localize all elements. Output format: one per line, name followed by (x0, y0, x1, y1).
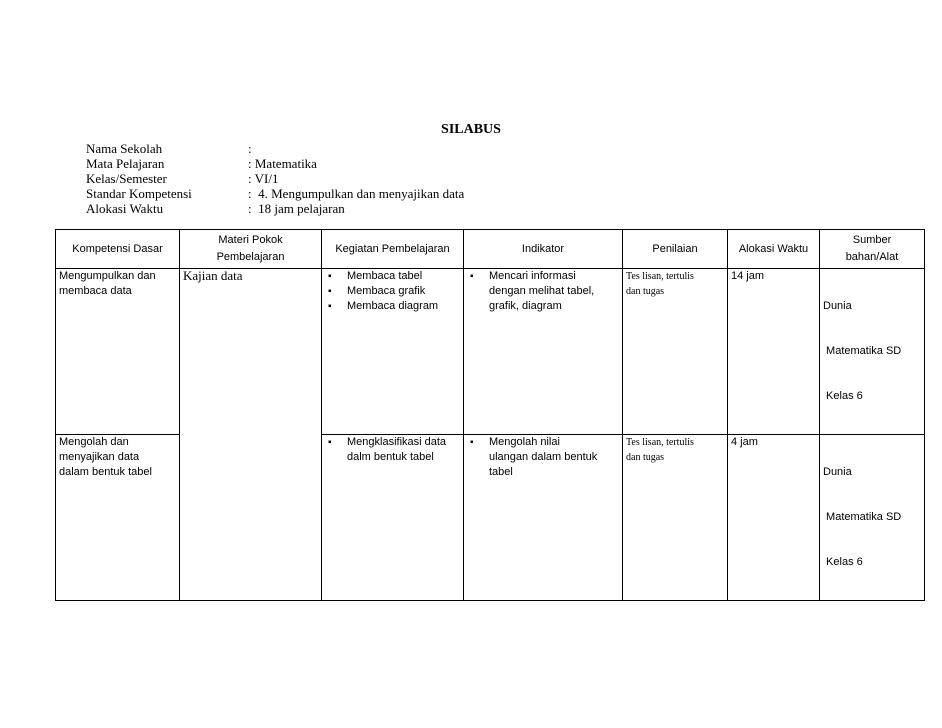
info-row-mata-pelajaran (86, 156, 464, 171)
header-materi-pokok (180, 230, 322, 269)
header-sumber-line2: bahan/Alat (845, 251, 899, 263)
header-alokasi-waktu: Alokasi Waktu (728, 230, 820, 269)
cell-penilaian (623, 269, 728, 435)
cell-alokasi: 14 jam (728, 269, 820, 435)
syllabus-table (55, 229, 925, 601)
cell-materi (180, 435, 322, 601)
cell-penilaian (623, 435, 728, 601)
cell-indikator (464, 269, 623, 435)
info-value: : 4. Mengumpulkan dan menyajikan data (248, 186, 465, 201)
cell-line: membaca data (59, 285, 132, 297)
table-row (56, 269, 925, 435)
cell-line: Mengolah dan (59, 436, 129, 448)
info-value: : (248, 141, 252, 156)
info-row-kelas-semester (86, 171, 464, 186)
cell-kompetensi (56, 269, 180, 435)
info-value: : Matematika (248, 156, 317, 171)
table-row (56, 435, 925, 601)
school-info (86, 141, 464, 216)
cell-alokasi: 4 jam (728, 435, 820, 601)
cell-kegiatan (322, 435, 464, 601)
header-materi-line1: Materi Pokok (218, 234, 283, 246)
info-row-alokasi-waktu (86, 201, 464, 216)
cell-line: Matematika SD (823, 345, 902, 357)
cell-line: Tes lisan, tertulis (626, 271, 694, 282)
table-header-row (56, 230, 925, 269)
cell-indikator (464, 435, 623, 601)
header-materi-line2: Pembelajaran (216, 251, 285, 263)
cell-line: Matematika SD (823, 511, 902, 523)
cell-line: Mengumpulkan dan (59, 270, 156, 282)
info-label: Kelas/Semester (86, 171, 167, 186)
list-item (467, 269, 619, 314)
cell-line: Tes lisan, tertulis (626, 437, 694, 448)
list-item (325, 435, 460, 465)
list-item: ▪ Membaca tabel (325, 269, 460, 284)
cell-line: dan tugas (626, 286, 665, 297)
cell-sumber (820, 269, 925, 435)
cell-line: Mencari informasi (489, 270, 576, 282)
header-sumber (820, 230, 925, 269)
cell-materi (180, 269, 322, 435)
cell-line: dalam bentuk tabel (59, 466, 152, 478)
list-item: ▪ Membaca diagram (325, 299, 460, 314)
cell-line: Kelas 6 (823, 556, 863, 568)
cell-kegiatan (322, 269, 464, 435)
cell-line: dalm bentuk tabel (347, 451, 434, 463)
info-label: Standar Kompetensi (86, 186, 192, 201)
header-sumber-line1: Sumber (852, 234, 892, 246)
cell-line: Kelas 6 (823, 390, 863, 402)
cell-line: menyajikan data (59, 451, 140, 463)
header-indikator: Indikator (464, 230, 623, 269)
list-item: ▪ Membaca grafik (325, 284, 460, 299)
cell-kompetensi (56, 435, 180, 601)
cell-line: Mengolah nilai (489, 436, 560, 448)
info-value: : 18 jam pelajaran (248, 201, 345, 216)
info-row-nama-sekolah (86, 141, 464, 156)
cell-line: Kajian data (183, 268, 243, 283)
info-label: Alokasi Waktu (86, 201, 164, 216)
cell-line: grafik, diagram (489, 300, 562, 312)
info-value: : VI/1 (248, 171, 279, 186)
cell-line: Mengklasifikasi data (347, 436, 447, 448)
info-label: Mata Pelajaran (86, 156, 165, 171)
cell-line: Dunia (823, 300, 852, 312)
cell-line: Dunia (823, 466, 852, 478)
cell-line: dengan melihat tabel, (489, 285, 595, 297)
cell-line: tabel (489, 466, 513, 478)
cell-line: ulangan dalam bentuk (489, 451, 598, 463)
header-kompetensi-dasar: Kompetensi Dasar (56, 230, 180, 269)
info-row-standar-kompetensi (86, 186, 464, 201)
document-title: SILABUS (441, 122, 501, 137)
info-label: Nama Sekolah (86, 141, 163, 156)
cell-line: dan tugas (626, 452, 665, 463)
list-item (467, 435, 619, 480)
header-kegiatan-pembelajaran: Kegiatan Pembelajaran (322, 230, 464, 269)
header-penilaian: Penilaian (623, 230, 728, 269)
cell-sumber (820, 435, 925, 601)
